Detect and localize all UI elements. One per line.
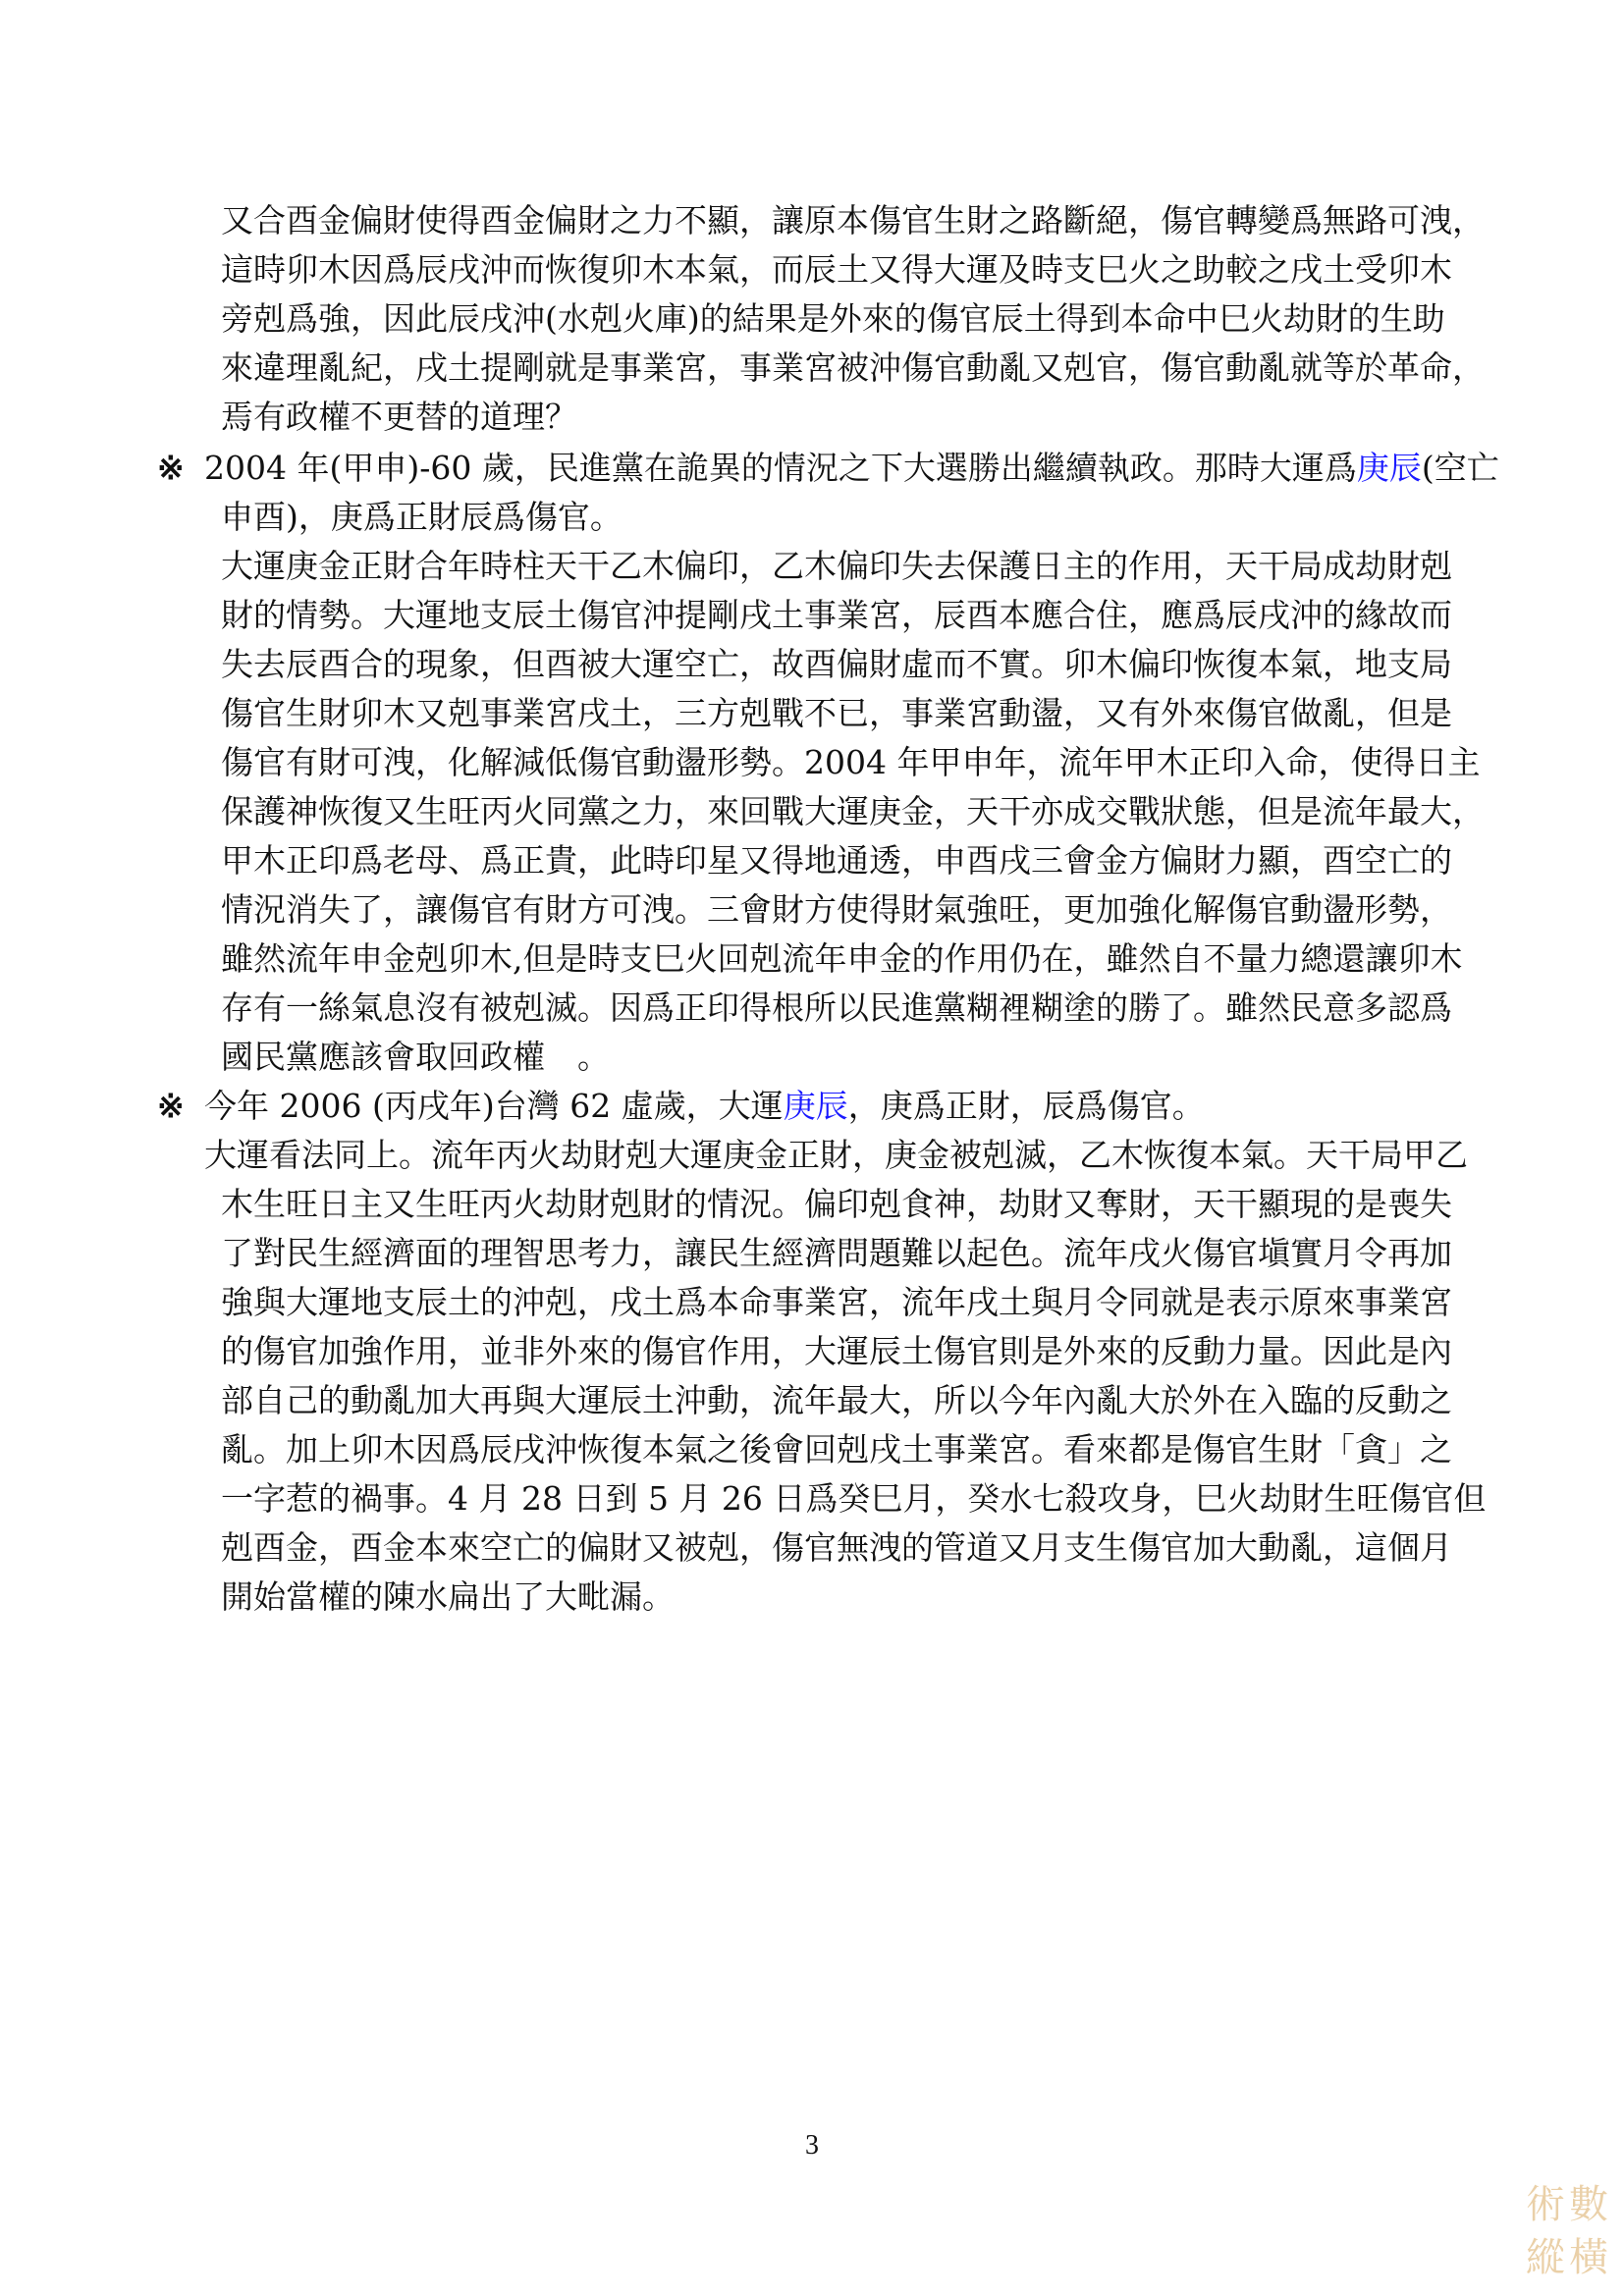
- page-number: 3: [805, 2130, 819, 2161]
- text-line: 剋酉金，酉金本來空亡的偏財又被剋，傷官無洩的管道又月支生傷官加大動亂，這個月: [221, 1528, 1452, 1567]
- text-line: 失去辰酉合的現象，但酉被大運空亡，故酉偏財虛而不實。卯木偏印恢復本氣，地支局: [221, 645, 1452, 683]
- text-line: 旁剋爲強，因此辰戌沖(水剋火庫)的結果是外來的傷官辰土得到本命中巳火劫財的生助: [221, 299, 1445, 338]
- text-line: 甲木正印爲老母、爲正貴，此時印星又得地通透，申酉戌三會金方偏財力顯，酉空亡的: [221, 841, 1452, 880]
- stamp-char: 橫: [1569, 2235, 1608, 2280]
- section-2006-heading: [157, 1082, 1205, 1131]
- stamp-char: 縱: [1526, 2235, 1565, 2280]
- section-2004-heading: [157, 444, 1499, 493]
- text-line: 又合酉金偏財使得酉金偏財之力不顯，讓原本傷官生財之路斷絕，傷官轉變爲無路可洩，: [221, 201, 1485, 240]
- text-line: 存有一絲氣息沒有被剋滅。因爲正印得根所以民進黨糊裡糊塗的勝了。雖然民意多認爲: [221, 988, 1452, 1027]
- text-line: 的傷官加強作用，並非外來的傷官作用，大運辰土傷官則是外來的反動力量。因此是內: [221, 1332, 1452, 1370]
- text-line: 亂。加上卯木因爲辰戌沖恢復本氣之後會回剋戌土事業宮。看來都是傷官生財「貪」之: [221, 1430, 1452, 1468]
- text-line: 了對民生經濟面的理智思考力，讓民生經濟問題難以起色。流年戌火傷官塡實月令再加: [221, 1234, 1452, 1272]
- highlight-text: 庚辰: [783, 1087, 848, 1125]
- reference-mark-icon: ※: [157, 449, 185, 487]
- text-line: 財的情勢。大運地支辰土傷官沖提剛戌土事業宮，辰酉本應合住，應爲辰戌沖的緣故而: [221, 596, 1452, 634]
- reference-mark-icon: ※: [157, 1087, 185, 1125]
- text-line: 開始當權的陳水扁出了大毗漏。: [221, 1577, 675, 1616]
- text-line: 這時卯木因爲辰戌沖而恢復卯木本氣，而辰土又得大運及時支巳火之助較之戌土受卯木: [221, 250, 1452, 289]
- text-line: 來違理亂紀，戌土提剛就是事業宮，事業宮被沖傷官動亂又剋官，傷官動亂就等於革命，: [221, 348, 1485, 387]
- text-line: 部自己的動亂加大再與大運辰土沖動，流年最大，所以今年內亂大於外在入臨的反動之: [221, 1381, 1452, 1419]
- text-line: 申酉)，庚爲正財辰爲傷官。: [221, 498, 623, 536]
- text-line: 大運庚金正財合年時柱天干乙木偏印，乙木偏印失去保護日主的作用，天干局成劫財剋: [221, 547, 1452, 585]
- heading-text: ，庚爲正財，辰爲傷官。: [847, 1087, 1205, 1125]
- highlight-text: 庚辰: [1356, 449, 1422, 487]
- heading-text: 2004 年(甲申)-60 歲，民進黨在詭異的情況之下大選勝出繼續執政。那時大運爲: [204, 449, 1357, 487]
- text-line: 情況消失了，讓傷官有財方可洩。三會財方使得財氣強旺，更加強化解傷官動盪形勢，: [221, 890, 1452, 929]
- text-line: 強與大運地支辰土的沖剋，戌土爲本命事業宮，流年戌土與月令同就是表示原來事業宮: [221, 1283, 1452, 1321]
- heading-text: 今年 2006 (丙戌年)台灣 62 虛歲，大運: [204, 1087, 784, 1125]
- heading-text: (空亡: [1421, 449, 1499, 487]
- watermark-stamp: [1520, 2181, 1618, 2289]
- text-line: 木生旺日主又生旺丙火劫財剋財的情況。偏印剋食神，劫財又奪財，天干顯現的是喪失: [221, 1185, 1452, 1223]
- text-line: 傷官有財可洩，化解減低傷官動盪形勢。2004 年甲申年，流年甲木正印入命，使得日主: [221, 743, 1481, 781]
- stamp-char: 術: [1526, 2182, 1565, 2227]
- stamp-char: 數: [1569, 2182, 1608, 2227]
- text-line: 焉有政權不更替的道理？: [221, 398, 577, 436]
- text-line: 傷官生財卯木又剋事業宮戌土，三方剋戰不已，事業宮動盪，又有外來傷官做亂，但是: [221, 694, 1452, 732]
- text-line: 雖然流年申金剋卯木,但是時支巳火回剋流年申金的作用仍在，雖然自不量力總還讓卯木: [221, 939, 1463, 978]
- text-line: 一字惹的禍事。4 月 28 日到 5 月 26 日爲癸巳月，癸水七殺攻身，巳火劫財生旺傷官但: [221, 1479, 1487, 1518]
- text-line: 國民黨應該會取回政權 。: [221, 1038, 610, 1076]
- text-line: 保護神恢復又生旺丙火同黨之力，來回戰大運庚金，天干亦成交戰狀態，但是流年最大，: [221, 792, 1485, 830]
- text-line: 大運看法同上。流年丙火劫財剋大運庚金正財，庚金被剋滅，乙木恢復本氣。天干局甲乙: [204, 1136, 1468, 1174]
